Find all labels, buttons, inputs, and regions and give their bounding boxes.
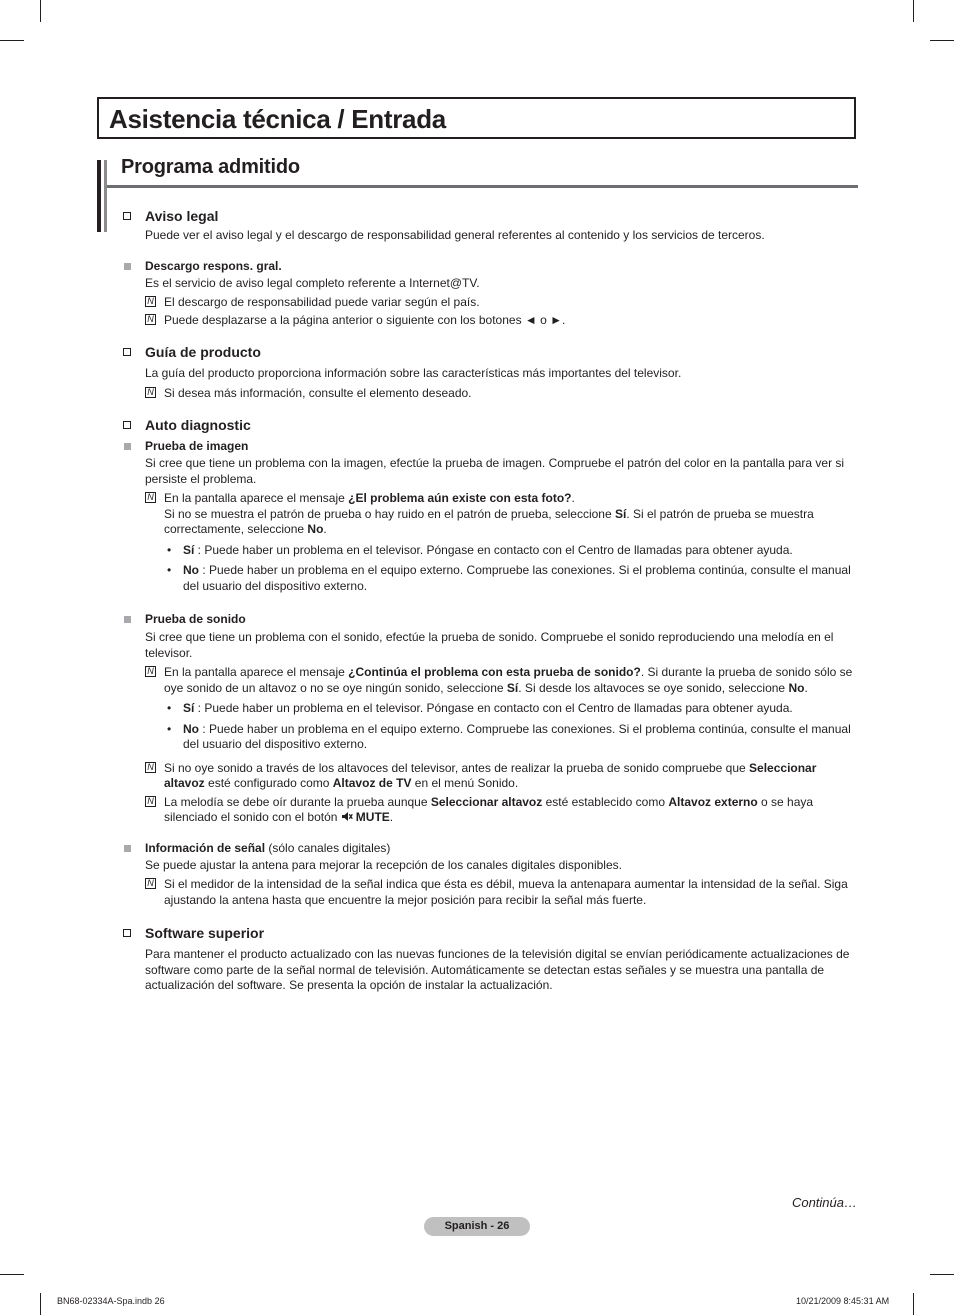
text: . bbox=[323, 522, 327, 536]
square-bullet-icon bbox=[124, 443, 131, 450]
crop-mark bbox=[0, 40, 24, 41]
text-bold: ¿Continúa el problema con esta prueba de sonido? bbox=[348, 665, 641, 679]
checkbox-icon bbox=[123, 929, 131, 937]
text: Si no oye sonido a través de los altavoces del televisor, antes de realizar la prueba de sonido compruebe que bbox=[164, 760, 750, 775]
text-bold: Sí bbox=[614, 506, 627, 521]
text-bold: ¿El problema aún existe con esta foto? bbox=[348, 491, 572, 505]
paragraph: La guía del producto proporciona información sobre las características más importantes del televisor. bbox=[145, 366, 682, 380]
crop-mark bbox=[913, 0, 914, 22]
subheading-prueba-sonido bbox=[121, 612, 858, 627]
crop-mark bbox=[913, 1293, 914, 1315]
crop-mark bbox=[930, 40, 954, 41]
chapter-title: Asistencia técnica / Entrada bbox=[109, 104, 446, 134]
paragraph: Es el servicio de aviso legal completo referente a Internet@TV. bbox=[145, 275, 480, 290]
text-bold: MUTE bbox=[355, 810, 390, 824]
text-bold: Sí bbox=[506, 680, 519, 695]
heading-guia-producto bbox=[121, 343, 858, 361]
subheading-prueba-imagen bbox=[121, 439, 858, 454]
paragraph: Se puede ajustar la antena para mejorar la recepción de los canales digitales disponibles. bbox=[145, 857, 622, 872]
heading-software-superior bbox=[121, 924, 858, 942]
square-bullet-icon bbox=[124, 263, 131, 270]
heading-text: Software superior bbox=[145, 925, 265, 941]
note-icon: N bbox=[145, 762, 156, 773]
note-icon: N bbox=[145, 314, 156, 325]
text: . Si desde los altavoces se oye sonido, seleccione bbox=[518, 680, 789, 695]
subheading-descargo bbox=[121, 259, 858, 274]
text: esté configurado como bbox=[204, 776, 333, 790]
text: En la pantalla aparece el mensaje bbox=[164, 491, 349, 505]
section-title: Programa admitido bbox=[121, 156, 300, 178]
text: : Puede haber un problema en el televisor. Póngase en contacto con el Centro de llamadas para obtener ayuda. bbox=[194, 701, 793, 715]
page-content bbox=[121, 207, 858, 994]
note bbox=[145, 295, 858, 311]
note-icon: N bbox=[145, 296, 156, 307]
subheading-text: Descargo respons. gral. bbox=[145, 258, 282, 273]
bullet-dot: • bbox=[167, 563, 172, 577]
paragraph: Si cree que tiene un problema con la imagen, efectúe la prueba de imagen. Compruebe el patrón del color en la pantalla para ver si persiste el problema. bbox=[145, 456, 845, 486]
heading-text: Guía de producto bbox=[145, 344, 261, 360]
section-bar bbox=[104, 160, 107, 232]
text: . bbox=[804, 680, 808, 695]
chapter-title-box bbox=[97, 97, 856, 139]
text: Si no se muestra el patrón de prueba o hay ruido en el patrón de prueba, seleccione bbox=[164, 506, 615, 521]
text: o se haya silenciado el sonido con el botón bbox=[164, 794, 814, 824]
heading-text: Auto diagnostic bbox=[145, 417, 251, 433]
section-bar bbox=[97, 160, 101, 232]
note-text: Si el medidor de la intensidad de la señal indica que ésta es débil, mueva la antenapara aumentar la intensidad de la señal. Siga ajustando la antena hasta que encuentre la mejor posición para recibir la señal más fuerte. bbox=[164, 877, 848, 907]
bullet-dot: • bbox=[167, 542, 172, 557]
text: . bbox=[571, 491, 575, 505]
note bbox=[145, 386, 858, 402]
list-item bbox=[145, 543, 858, 559]
paragraph: Puede ver el aviso legal y el descargo de responsabilidad general referentes al contenido y los servicios de terceros. bbox=[145, 228, 765, 242]
bullet-dot: • bbox=[167, 721, 172, 736]
note bbox=[145, 491, 858, 538]
note bbox=[145, 665, 858, 696]
list-item bbox=[145, 722, 858, 753]
text-bold: Sí bbox=[183, 542, 195, 557]
text-bold: Altavoz externo bbox=[668, 794, 758, 809]
text: . Si el patrón de prueba se muestra correctamente, seleccione bbox=[164, 506, 814, 536]
continued-label: Continúa… bbox=[791, 1195, 857, 1210]
checkbox-icon bbox=[123, 212, 131, 220]
list-item bbox=[145, 701, 858, 717]
subheading-text: Información de señal bbox=[145, 840, 266, 855]
text: . Si durante la prueba de sonido sólo se oye sonido de un altavoz o no se oye ningún sonido, seleccione bbox=[164, 665, 853, 695]
subheading-text: Prueba de imagen bbox=[145, 439, 249, 453]
crop-mark bbox=[930, 1274, 954, 1275]
text: En la pantalla aparece el mensaje bbox=[164, 665, 349, 679]
note bbox=[145, 795, 858, 827]
section-rule bbox=[107, 185, 858, 188]
note bbox=[145, 761, 858, 792]
file-info: BN68-02334A-Spa.indb 26 bbox=[57, 1296, 165, 1306]
square-bullet-icon bbox=[124, 616, 131, 623]
note bbox=[145, 313, 858, 329]
crop-mark bbox=[40, 1293, 41, 1315]
note-text: Puede desplazarse a la página anterior o siguiente con los botones ◄ o ►. bbox=[164, 312, 566, 327]
text-bold: Seleccionar altavoz bbox=[430, 794, 543, 809]
text-bold: No bbox=[183, 563, 199, 577]
list-item bbox=[145, 563, 858, 594]
note bbox=[145, 877, 858, 908]
text-bold: Altavoz de TV bbox=[332, 776, 412, 790]
checkbox-icon bbox=[123, 421, 131, 429]
text-bold: Sí bbox=[183, 701, 195, 715]
paragraph: Para mantener el producto actualizado con las nuevas funciones de la televisión digital se envían periódicamente actualizaciones de software como parte de la señal normal de televisión. Automáticamente se detectan estas señales y se muestra una pantalla de actualización del software. Se presenta la opción de instalar la actualización. bbox=[145, 947, 850, 992]
note-icon: N bbox=[145, 492, 156, 503]
subheading-informacion-senal bbox=[121, 841, 858, 856]
print-timestamp: 10/21/2009 8:45:31 AM bbox=[796, 1296, 890, 1306]
note-icon: N bbox=[145, 796, 156, 807]
text: esté establecido como bbox=[542, 794, 669, 809]
text: en el menú Sonido. bbox=[411, 776, 519, 790]
note-text: Si desea más información, consulte el elemento deseado. bbox=[164, 385, 472, 400]
bullet-dot: • bbox=[167, 701, 172, 715]
note-text: El descargo de responsabilidad puede variar según el país. bbox=[164, 295, 480, 309]
note-icon: N bbox=[145, 387, 156, 398]
paragraph: Si cree que tiene un problema con el sonido, efectúe la prueba de sonido. Compruebe el sonido reproduciendo una melodía en el televisor. bbox=[145, 630, 834, 660]
text-bold: No bbox=[183, 721, 199, 736]
note-icon: N bbox=[145, 878, 156, 889]
crop-mark bbox=[0, 1274, 24, 1275]
page-number-badge: Spanish - 26 bbox=[424, 1217, 530, 1236]
note-icon: N bbox=[145, 666, 156, 677]
text: : Puede haber un problema en el televisor. Póngase en contacto con el Centro de llamadas para obtener ayuda. bbox=[194, 542, 793, 557]
crop-mark bbox=[40, 0, 41, 22]
text: . bbox=[389, 810, 394, 824]
text: La melodía se debe oír durante la prueba aunque bbox=[164, 794, 431, 809]
text-bold: No bbox=[788, 680, 805, 695]
heading-auto-diagnostic bbox=[121, 416, 858, 434]
subheading-suffix: (sólo canales digitales) bbox=[265, 840, 391, 855]
heading-text: Aviso legal bbox=[145, 208, 219, 224]
text-bold: No bbox=[307, 522, 324, 536]
text: : Puede haber un problema en el equipo externo. Compruebe las conexiones. Si el problema continúa, consulte el manual del usuario del dispositivo externo. bbox=[183, 563, 851, 593]
checkbox-icon bbox=[123, 348, 131, 356]
text-bold: Seleccionar altavoz bbox=[164, 760, 817, 790]
heading-aviso-legal bbox=[121, 207, 858, 225]
square-bullet-icon bbox=[124, 845, 131, 852]
text: : Puede haber un problema en el equipo externo. Compruebe las conexiones. Si el problema continúa, consulte el manual del usuario del dispositivo externo. bbox=[183, 721, 851, 751]
mute-speaker-icon bbox=[341, 811, 353, 827]
subheading-text: Prueba de sonido bbox=[145, 612, 246, 626]
